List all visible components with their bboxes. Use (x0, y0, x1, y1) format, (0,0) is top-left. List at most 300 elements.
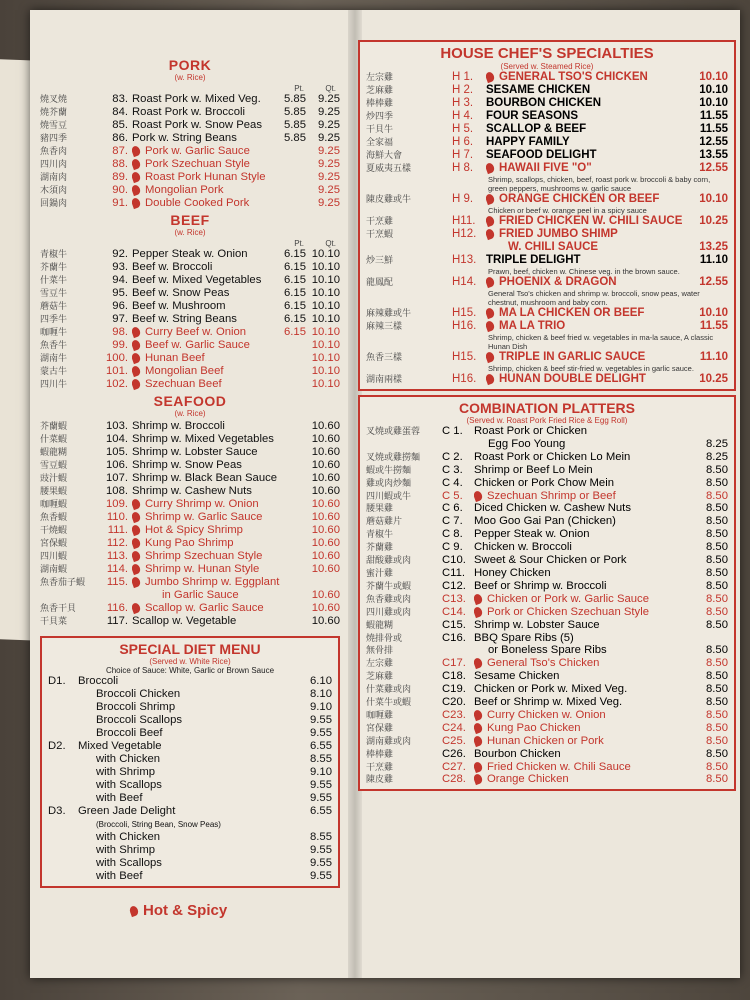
quart-price: 9.25 (318, 158, 340, 170)
diet-code (48, 857, 78, 870)
specialty-price: 11.55 (699, 123, 728, 135)
item-name (132, 537, 306, 550)
item-name-text: Shrimp w. Lobster Sauce (132, 446, 258, 458)
pepper-icon (132, 498, 141, 510)
chinese-name: 湖南蝦 (40, 564, 68, 574)
chinese-name: 魚香雞或肉 (366, 593, 412, 604)
combo-name (474, 683, 688, 696)
diet-item-name: (Broccoli, String Bean, Snow Peas) (96, 820, 221, 829)
specialty-row (366, 162, 728, 175)
beef-size-header (40, 239, 336, 248)
chinese-name: 蘑菇牛 (40, 301, 68, 311)
house-specialties-title: HOUSE CHEF'S SPECIALTIES (440, 45, 654, 62)
menu-item-row (40, 132, 340, 145)
quart-price: 10.60 (311, 485, 340, 497)
diet-item-row (48, 714, 332, 727)
combo-row (366, 502, 728, 515)
combination-platters-subtitle: (Served w. Roast Pork Fried Rice & Egg Roll) (466, 416, 628, 425)
item-name-text: Scallop w. Vegetable (132, 615, 237, 627)
seafood-title: SEAFOOD (153, 393, 227, 409)
combo-name-text: Chicken or Pork w. Garlic Sauce (487, 592, 649, 605)
chinese-name: 干烹雞 (366, 761, 394, 772)
pepper-icon (486, 276, 495, 288)
diet-price: 6.55 (310, 805, 332, 817)
chinese-name: 四川肉 (40, 159, 68, 169)
pint-price: 5.85 (284, 106, 306, 118)
chinese-name: 左宗雞 (366, 72, 394, 82)
chinese-name: 全家福 (366, 137, 394, 147)
diet-item-row (48, 844, 332, 857)
pork-size-header (40, 84, 336, 93)
specialty-code: H13. (452, 254, 477, 266)
hot-spicy-legend (130, 902, 340, 919)
combo-code: C 2. (442, 450, 463, 463)
combo-code: C18. (442, 670, 466, 683)
combo-row (366, 438, 728, 451)
specialty-name-text: ORANGE CHICKEN OR BEEF (499, 193, 660, 205)
item-name (132, 339, 276, 352)
diet-item-row (48, 870, 332, 883)
pepper-icon (486, 228, 495, 240)
chinese-name: 干貝菜 (40, 616, 68, 626)
pepper-icon (132, 576, 141, 588)
combination-platters-title: COMBINATION PLATTERS (458, 400, 636, 416)
combo-name (474, 425, 688, 438)
menu-item-row (40, 274, 340, 287)
specialty-price: 13.25 (699, 241, 728, 253)
diet-price: 6.55 (310, 740, 332, 752)
item-name (132, 171, 276, 184)
combo-price: 8.50 (706, 566, 728, 579)
chinese-name: 蝦龍糊 (40, 447, 68, 457)
combo-name-text: Diced Chicken w. Cashew Nuts (474, 502, 631, 515)
seafood-section (40, 393, 340, 628)
quart-price: 9.25 (318, 119, 340, 131)
chinese-name: 魚香茄子蝦 (40, 577, 86, 587)
item-number: 100. (106, 352, 128, 364)
pint-price: 6.15 (284, 261, 306, 273)
specialty-row (366, 193, 728, 206)
specialty-name (486, 215, 688, 228)
combo-price: 8.50 (706, 773, 728, 786)
chinese-name: 腰果雞 (366, 503, 394, 514)
combo-code: C23. (442, 708, 466, 721)
combo-name-text: Szechuan Shrimp or Beef (487, 489, 616, 502)
chinese-name: 雪豆牛 (40, 288, 68, 298)
quart-price: 10.60 (311, 420, 340, 432)
combo-name (474, 644, 688, 657)
chinese-name: 陳皮雞 (366, 774, 394, 785)
quart-price: 10.60 (311, 498, 340, 510)
specialty-name-text: FOUR SEASONS (486, 110, 579, 122)
item-name-text: Jumbo Shrimp w. Eggplant (145, 576, 280, 588)
combo-row (366, 696, 728, 709)
item-name-text: Roast Pork Hunan Style (145, 171, 266, 183)
item-number: 116. (106, 602, 128, 614)
item-number: 110. (106, 511, 128, 523)
item-name (132, 184, 276, 197)
specialty-price: 11.10 (699, 351, 728, 363)
pork-list (40, 93, 340, 210)
pepper-icon (132, 158, 141, 170)
diet-item-row (48, 740, 332, 753)
combo-name (474, 515, 688, 528)
combo-name (474, 580, 688, 593)
specialty-name (486, 136, 688, 149)
combo-name (474, 670, 688, 683)
specialty-description: Prawn, beef, chicken w. Chinese veg. in the brown sauce. (488, 267, 680, 276)
item-name (132, 106, 276, 119)
menu-item-row (40, 300, 340, 313)
specialty-row (366, 373, 728, 386)
diet-code (48, 792, 78, 805)
diet-code (48, 818, 78, 831)
combo-name (474, 722, 688, 735)
item-name-text: Shrimp w. Snow Peas (132, 459, 242, 471)
item-name (132, 248, 276, 261)
pepper-icon (486, 193, 495, 205)
item-name-text: Scallop w. Garlic Sauce (145, 602, 264, 614)
combo-price: 8.50 (706, 618, 728, 631)
chinese-name: 燒芥蘭 (40, 107, 68, 117)
chinese-name: 芥蘭蝦 (40, 421, 68, 431)
combo-name (474, 632, 688, 645)
item-name (132, 420, 306, 433)
chinese-name: 魚香肉 (40, 146, 68, 156)
item-name-text: Beef w. String Beans (132, 313, 237, 325)
pint-price: 5.85 (284, 93, 306, 105)
pepper-icon (486, 162, 495, 174)
quart-price: 10.10 (311, 378, 340, 390)
quart-price: 9.25 (318, 132, 340, 144)
item-number: 108. (106, 485, 128, 497)
chinese-name: 芥蘭牛或蝦 (366, 580, 412, 591)
chinese-name: 棒棒雞 (366, 748, 394, 759)
combo-row (366, 580, 728, 593)
specialty-name-text: TRIPLE IN GARLIC SAUCE (499, 351, 646, 363)
combo-name (474, 709, 688, 722)
chinese-name: 干燒蝦 (40, 525, 68, 535)
item-name (132, 472, 306, 485)
quart-price: 10.60 (311, 602, 340, 614)
combo-price: 8.50 (706, 734, 728, 747)
specialty-code: H15. (452, 307, 477, 319)
combo-row (366, 632, 728, 645)
quart-price: 9.25 (318, 184, 340, 196)
combo-code: C12. (442, 579, 466, 592)
combo-name (474, 477, 688, 490)
specialty-name (486, 351, 688, 364)
pepper-icon (474, 593, 483, 605)
combo-code: C25. (442, 734, 466, 747)
pint-price: 6.15 (284, 287, 306, 299)
combo-name (474, 696, 688, 709)
diet-price: 8.10 (310, 688, 332, 700)
quart-price: 10.10 (311, 352, 340, 364)
combo-code: C20. (442, 696, 466, 709)
pepper-icon (132, 378, 141, 390)
combo-row (366, 490, 728, 503)
item-name (132, 524, 306, 537)
specialty-code: H16. (452, 320, 477, 332)
item-name-text: Beef w. Snow Peas (132, 287, 230, 299)
chinese-name: 海鮮大會 (366, 150, 403, 160)
menu-item-row (40, 446, 340, 459)
specialty-row (366, 215, 728, 228)
specialty-name (486, 307, 688, 320)
specialty-price: 10.10 (699, 97, 728, 109)
quart-price: 10.60 (311, 550, 340, 562)
menu-item-row (40, 171, 340, 184)
chinese-name: 蜜汁雞 (366, 567, 394, 578)
specialty-name-text: TRIPLE DELIGHT (486, 254, 581, 266)
specialty-code: H12. (452, 228, 477, 240)
combo-code: C10. (442, 554, 466, 567)
chinese-name: 蒙古牛 (40, 366, 68, 376)
specialty-price: 10.10 (699, 193, 728, 205)
combo-price: 8.25 (706, 437, 728, 450)
pepper-icon (132, 563, 141, 575)
specialty-price: 12.55 (699, 276, 728, 288)
diet-item-row (48, 818, 332, 831)
combo-row (366, 683, 728, 696)
pepper-icon (474, 761, 483, 773)
specialty-row (366, 149, 728, 162)
pork-section (40, 57, 340, 210)
combo-price: 8.50 (706, 592, 728, 605)
item-name-text: Pork w. String Beans (132, 132, 237, 144)
special-diet-sauce-note: Choice of Sauce: White, Garlic or Brown Sauce (105, 666, 275, 675)
chinese-name: 四川雞或肉 (366, 606, 412, 617)
specialty-price: 13.55 (699, 149, 728, 161)
chinese-name: 魚香蝦 (40, 512, 68, 522)
combo-price: 8.50 (706, 605, 728, 618)
chinese-name: 干貝牛 (366, 124, 394, 134)
chinese-name: 青椒牛 (40, 249, 68, 259)
diet-price: 9.55 (310, 792, 332, 804)
combo-price: 8.50 (706, 515, 728, 528)
pepper-icon (486, 307, 495, 319)
diet-code (48, 688, 78, 701)
specialty-row (366, 110, 728, 123)
combo-name-text: Shrimp w. Lobster Sauce (474, 618, 600, 631)
diet-item-name: with Shrimp (96, 844, 156, 856)
combo-name (474, 773, 688, 786)
item-number: 91. (112, 197, 128, 209)
quart-price: 9.25 (318, 145, 340, 157)
pepper-icon (474, 490, 483, 502)
item-number: 93. (112, 261, 128, 273)
quart-price: 10.10 (311, 287, 340, 299)
seafood-subtitle: (w. Rice) (174, 409, 206, 418)
combo-name-text: Kung Pao Chicken (487, 721, 581, 734)
item-number: 98. (112, 326, 128, 338)
house-specialties-list (366, 71, 728, 386)
item-number: 107. (106, 472, 128, 484)
combo-name-text: Egg Foo Young (488, 437, 566, 450)
specialty-code: H 9. (452, 193, 474, 205)
diet-code: D3. (48, 805, 66, 817)
diet-item-row (48, 792, 332, 805)
combo-row (366, 477, 728, 490)
combo-code: C15. (442, 618, 466, 631)
specialty-price: 10.10 (699, 307, 728, 319)
special-diet-title: SPECIAL DIET MENU (119, 641, 261, 657)
combo-row (366, 657, 728, 670)
combination-platters-box (358, 395, 736, 791)
specialty-code: H 6. (452, 136, 474, 148)
item-name-text: Beef w. Broccoli (132, 261, 213, 273)
diet-item-row (48, 766, 332, 779)
combo-name-text: Beef or Shrimp w. Broccoli (474, 579, 607, 592)
combo-row (366, 554, 728, 567)
item-name (132, 446, 306, 459)
specialty-row (366, 97, 728, 110)
quart-price: 10.10 (311, 274, 340, 286)
item-name-text: in Garlic Sauce (162, 589, 239, 601)
chinese-name: 麻辣三樣 (366, 321, 403, 331)
item-number: 113. (106, 550, 128, 562)
diet-item-row (48, 805, 332, 818)
menu-item-row (40, 119, 340, 132)
chinese-name: 干烹蝦 (366, 229, 394, 239)
combination-platters-list (366, 425, 728, 786)
menu-item-row (40, 615, 340, 628)
item-name-text: Roast Pork w. Snow Peas (132, 119, 262, 131)
combo-name-text: Orange Chicken (487, 773, 569, 786)
pint-price: 6.15 (284, 326, 306, 338)
chinese-name: 干烹雞 (366, 216, 394, 226)
diet-item-name: with Shrimp (96, 766, 156, 778)
item-name-text: Hot & Spicy Shrimp (145, 524, 243, 536)
quart-price: 9.25 (318, 93, 340, 105)
diet-item-name: Green Jade Delight (78, 805, 176, 817)
combo-name (474, 438, 688, 451)
specialty-name (486, 254, 688, 267)
diet-item-name: Broccoli (78, 675, 119, 687)
diet-item-name: Broccoli Chicken (96, 688, 181, 700)
combo-row (366, 748, 728, 761)
pork-title: PORK (168, 57, 212, 73)
quart-price: 10.10 (311, 326, 340, 338)
item-number: 89. (112, 171, 128, 183)
item-name (132, 313, 276, 326)
diet-code (48, 753, 78, 766)
combo-row (366, 773, 728, 786)
diet-item-row (48, 857, 332, 870)
item-name (132, 615, 306, 628)
menu-item-row (40, 602, 340, 615)
combo-price: 8.50 (706, 489, 728, 502)
combo-code: C27. (442, 760, 466, 773)
item-name-text: Roast Pork w. Broccoli (132, 106, 246, 118)
diet-item-name: with Beef (96, 870, 143, 882)
left-column (40, 55, 340, 919)
specialty-description: Shrimp, chicken & beef stir-fried w. vegetables in garlic sauce. (488, 364, 694, 373)
specialty-code: H 1. (452, 71, 474, 83)
combo-price: 8.50 (706, 502, 728, 515)
chinese-name: 四川蝦或牛 (366, 490, 412, 501)
chinese-name: 魚香三樣 (366, 352, 403, 362)
combo-price: 8.50 (706, 476, 728, 489)
seafood-list (40, 420, 340, 628)
item-number: 88. (112, 158, 128, 170)
specialty-name-text: BOURBON CHICKEN (486, 97, 601, 109)
specialty-code: H15. (452, 351, 477, 363)
combo-name-text: Fried Chicken w. Chili Sauce (487, 760, 631, 773)
specialty-code: H11. (452, 215, 476, 227)
combo-code: C14. (442, 605, 466, 618)
combo-code: C 5. (442, 489, 463, 502)
quart-price: 10.60 (311, 589, 340, 601)
item-number: 85. (112, 119, 128, 131)
menu-item-row (40, 589, 340, 602)
item-name (132, 93, 276, 106)
chinese-name: 湖南肉 (40, 172, 68, 182)
specialty-name-text: W. CHILI SAUCE (508, 241, 599, 253)
pepper-icon (132, 352, 141, 364)
pepper-icon (474, 722, 483, 734)
pepper-icon (486, 373, 495, 385)
menu-item-row (40, 339, 340, 352)
chinese-name: 四川牛 (40, 379, 68, 389)
item-name (132, 563, 306, 576)
diet-item-name: with Scallops (96, 857, 162, 869)
combo-name (474, 567, 688, 580)
menu-item-row (40, 511, 340, 524)
pint-price: 5.85 (284, 132, 306, 144)
chinese-name: 叉燒或雞撈麵 (366, 451, 421, 462)
legend-label: Hot & Spicy (143, 902, 228, 919)
combo-name-text: General Tso's Chicken (487, 657, 600, 670)
menu-item-row (40, 145, 340, 158)
combo-code: C17. (442, 657, 466, 670)
item-name (132, 498, 306, 511)
quart-price: 10.10 (311, 339, 340, 351)
special-diet-box (40, 636, 340, 888)
combo-name-text: Shrimp or Beef Lo Mein (474, 463, 593, 476)
item-name-text: Beef w. Mixed Vegetables (132, 274, 262, 286)
diet-price: 9.55 (310, 857, 332, 869)
specialty-name-text: SEAFOOD DELIGHT (486, 149, 597, 161)
diet-price (288, 818, 332, 831)
diet-item-row (48, 688, 332, 701)
chinese-name: 無骨排 (366, 645, 394, 656)
specialty-name-text: FRIED CHICKEN W. CHILI SAUCE (499, 215, 683, 227)
specialty-name-text: GENERAL TSO'S CHICKEN (499, 71, 648, 83)
combo-code: C26. (442, 747, 466, 760)
pepper-icon (132, 524, 141, 536)
item-name (132, 378, 276, 391)
menu-item-row (40, 563, 340, 576)
item-name-text: Pork w. Garlic Sauce (145, 145, 250, 157)
item-number: 117. (106, 615, 128, 627)
item-name (132, 589, 306, 602)
combo-code: C19. (442, 683, 466, 696)
quart-price: 10.60 (311, 537, 340, 549)
pepper-icon (132, 326, 141, 338)
beef-subtitle: (w. Rice) (174, 228, 206, 237)
chinese-name: 四川蝦 (40, 551, 68, 561)
item-name-text: Shrimp w. Hunan Style (145, 563, 260, 575)
combo-row (366, 709, 728, 722)
item-number: 87. (112, 145, 128, 157)
menu-item-row (40, 313, 340, 326)
combo-code: C16. (442, 631, 466, 644)
diet-item-name: with Beef (96, 792, 143, 804)
specialty-name (486, 162, 688, 175)
diet-code (48, 779, 78, 792)
